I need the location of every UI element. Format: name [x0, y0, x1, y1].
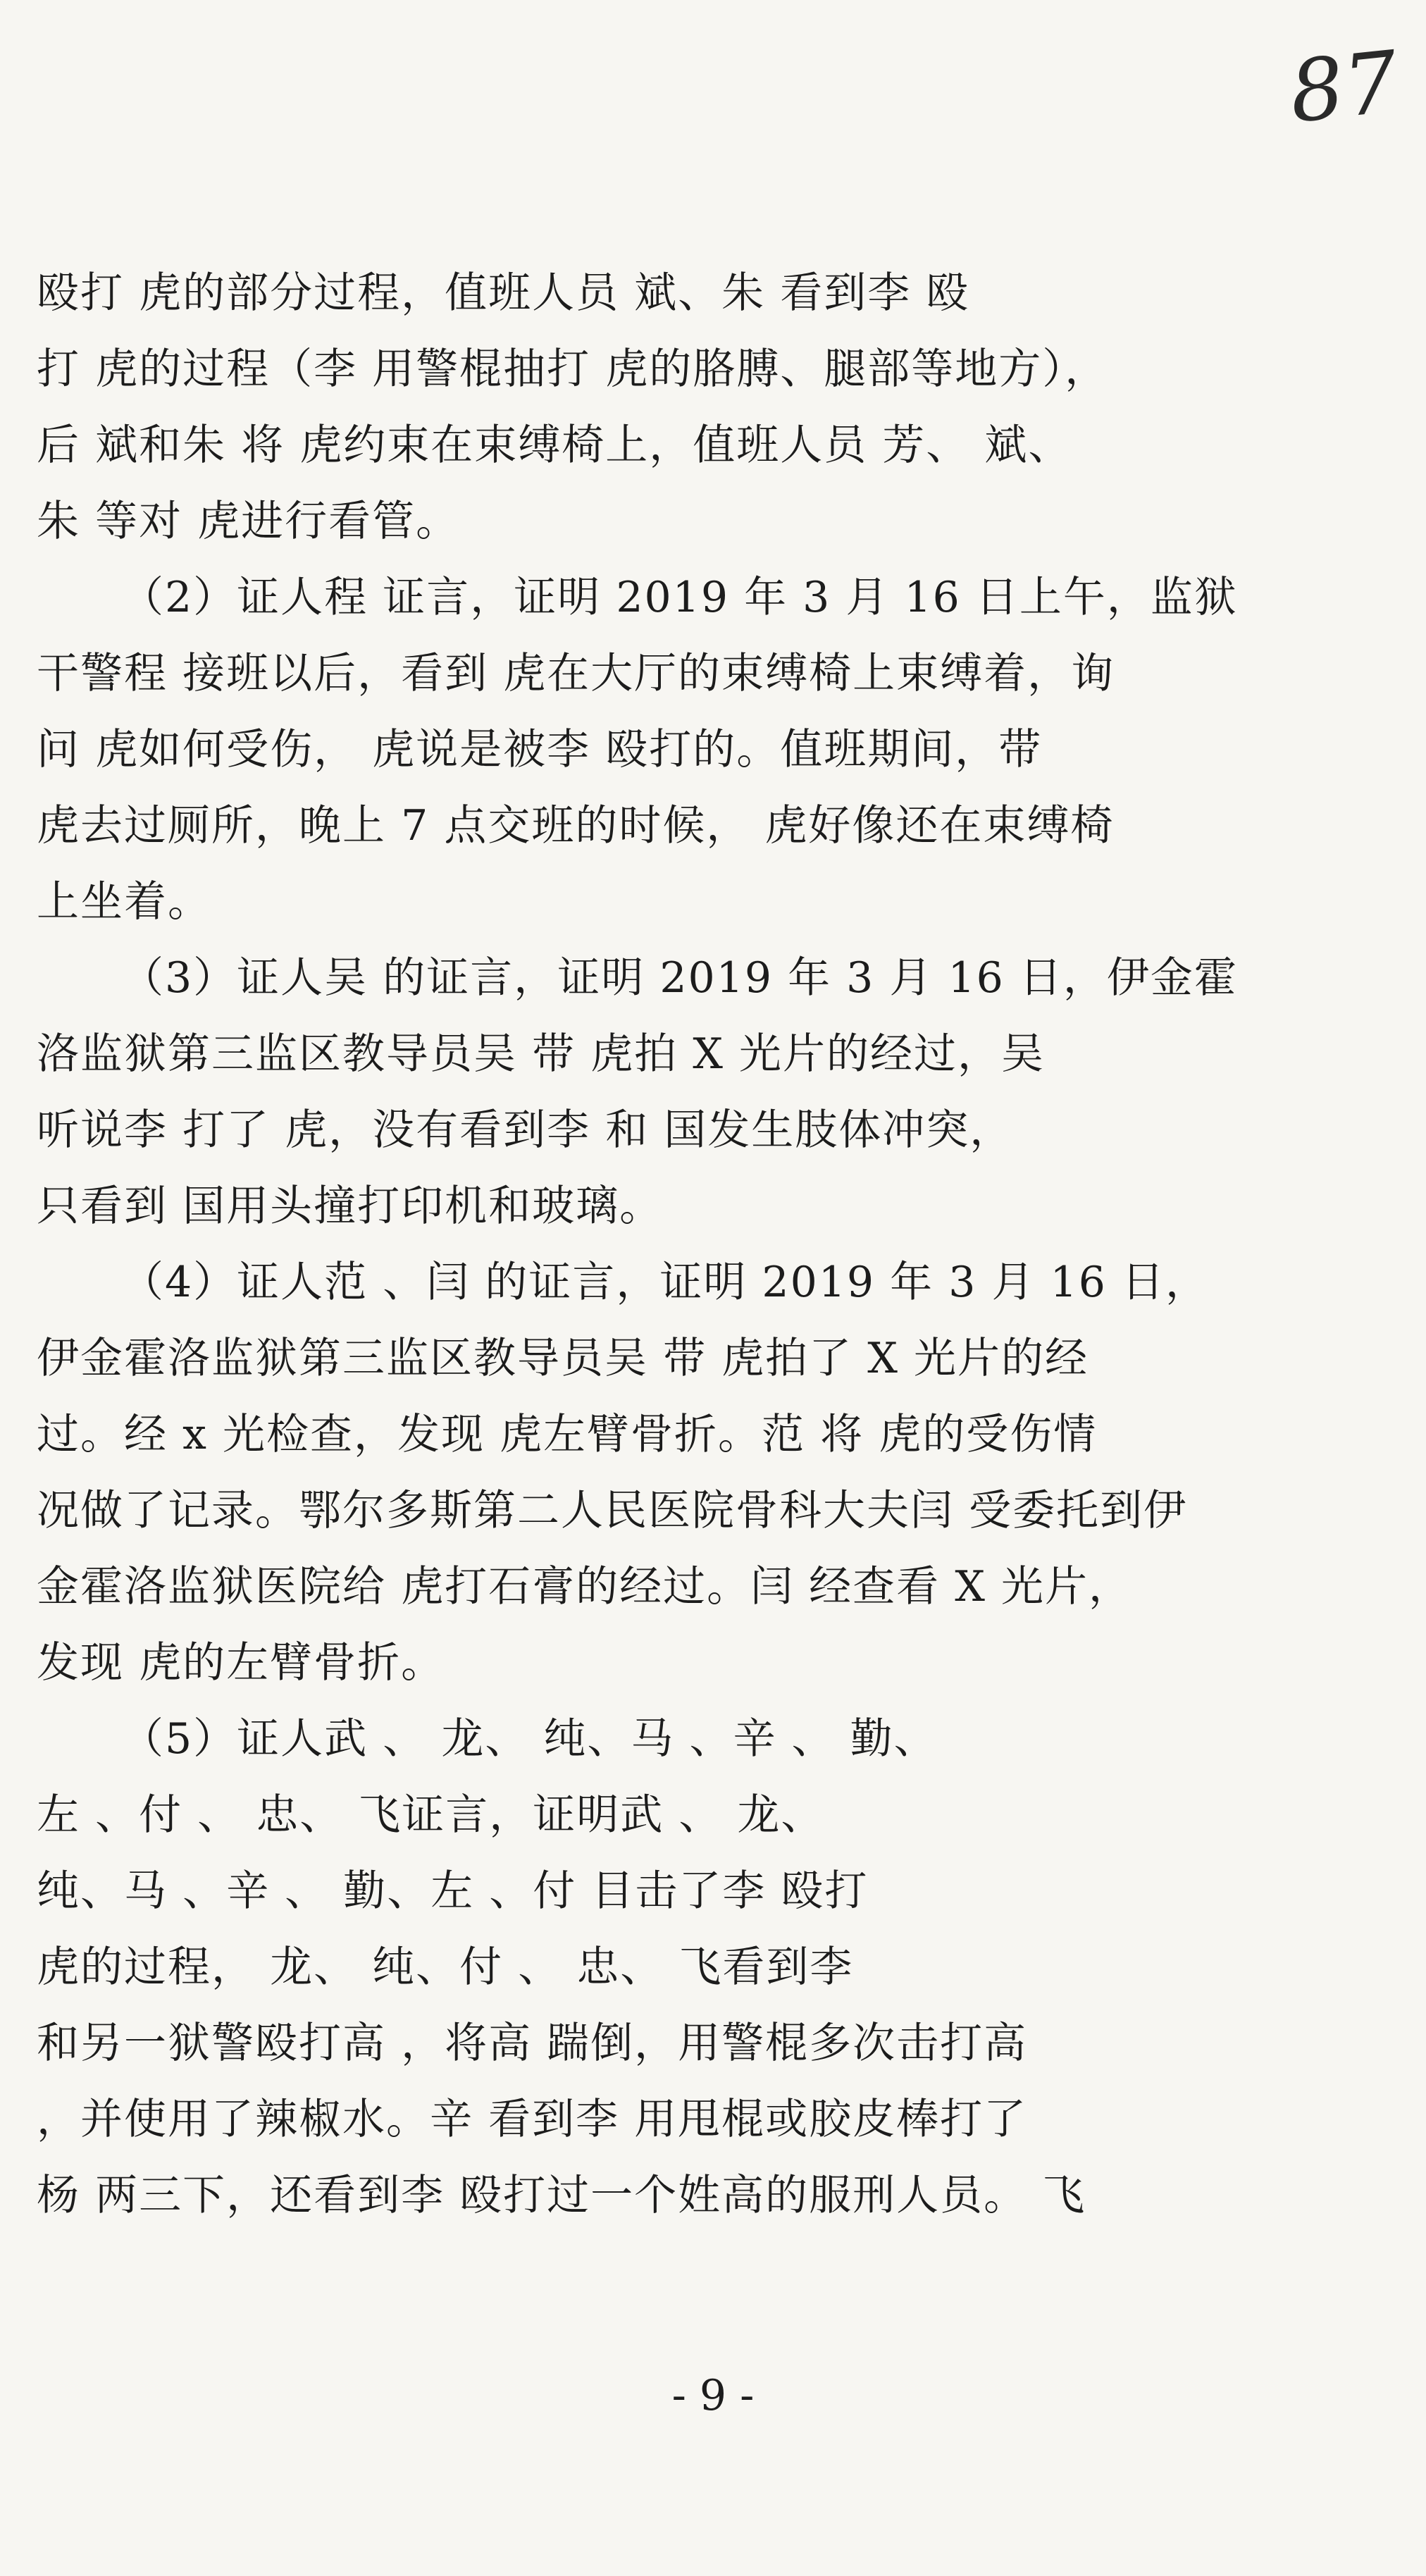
- text-line: 金霍洛监狱医院给 虎打石膏的经过。闫 经查看 X 光片，: [37, 1562, 1133, 1611]
- text-line: 发现 虎的左臂骨折。: [37, 1638, 445, 1688]
- text-line: 殴打 虎的部分过程，值班人员 斌、朱 看到李 殴: [37, 268, 970, 318]
- text-line: ，并使用了辣椒水。辛 看到李 用甩棍或胶皮棒打了: [37, 2095, 1028, 2144]
- text-line: 纯、马 、辛 、 勤、左 、付 目击了李 殴打: [37, 1866, 869, 1916]
- text-line: 虎去过厕所，晚上 7 点交班的时候， 虎好像还在束缚椅: [37, 801, 1115, 850]
- text-line: 只看到 国用头撞打印机和玻璃。: [37, 1182, 664, 1231]
- text-line: 听说李 打了 虎，没有看到李 和 国发生肢体冲突，: [37, 1106, 1014, 1155]
- text-line: （4）证人范 、闫 的证言，证明 2019 年 3 月 16 日，: [121, 1258, 1209, 1307]
- text-line: 伊金霍洛监狱第三监区教导员吴 带 虎拍了 X 光片的经: [37, 1334, 1089, 1383]
- text-line: 上坐着。: [37, 877, 211, 927]
- text-line: 左 、付 、 忠、 飞证言，证明武 、 龙、: [37, 1790, 825, 1840]
- page-number: - 9 -: [671, 2371, 755, 2420]
- text-line: 后 斌和朱 将 虎约束在束缚椅上，值班人员 芳、 斌、: [37, 421, 1072, 470]
- text-line: （3）证人吴 的证言，证明 2019 年 3 月 16 日，伊金霍: [121, 953, 1238, 1003]
- text-line: 况做了记录。鄂尔多斯第二人民医院骨科大夫闫 受委托到伊: [37, 1486, 1188, 1535]
- text-line: 和另一狱警殴打高 ，将高 踹倒，用警棍多次击打高: [37, 2019, 1028, 2068]
- handwritten-page-mark: 87: [1285, 33, 1403, 142]
- text-line: 杨 两三下，还看到李 殴打过一个姓高的服刑人员。 飞: [37, 2171, 1086, 2220]
- text-line: 干警程 接班以后，看到 虎在大厅的束缚椅上束缚着，询: [37, 649, 1115, 698]
- body-text: [37, 255, 1368, 2234]
- text-line: 过。经 x 光检查，发现 虎左臂骨折。范 将 虎的受伤情: [37, 1410, 1098, 1459]
- text-line: （2）证人程 证言，证明 2019 年 3 月 16 日上午，监狱: [121, 573, 1238, 622]
- text-line: 洛监狱第三监区教导员吴 带 虎拍 X 光片的经过，吴: [37, 1029, 1046, 1079]
- text-line: 问 虎如何受伤， 虎说是被李 殴打的。值班期间，带: [37, 725, 1043, 774]
- text-line: 打 虎的过程（李 用警棍抽打 虎的胳膊、腿部等地方），: [37, 345, 1109, 394]
- text-line: 虎的过程， 龙、 纯、付 、 忠、 飞看到李: [37, 1943, 854, 1992]
- text-line: （5）证人武 、 龙、 纯、马 、辛 、 勤、: [121, 1714, 938, 1764]
- text-line: 朱 等对 虎进行看管。: [37, 497, 460, 546]
